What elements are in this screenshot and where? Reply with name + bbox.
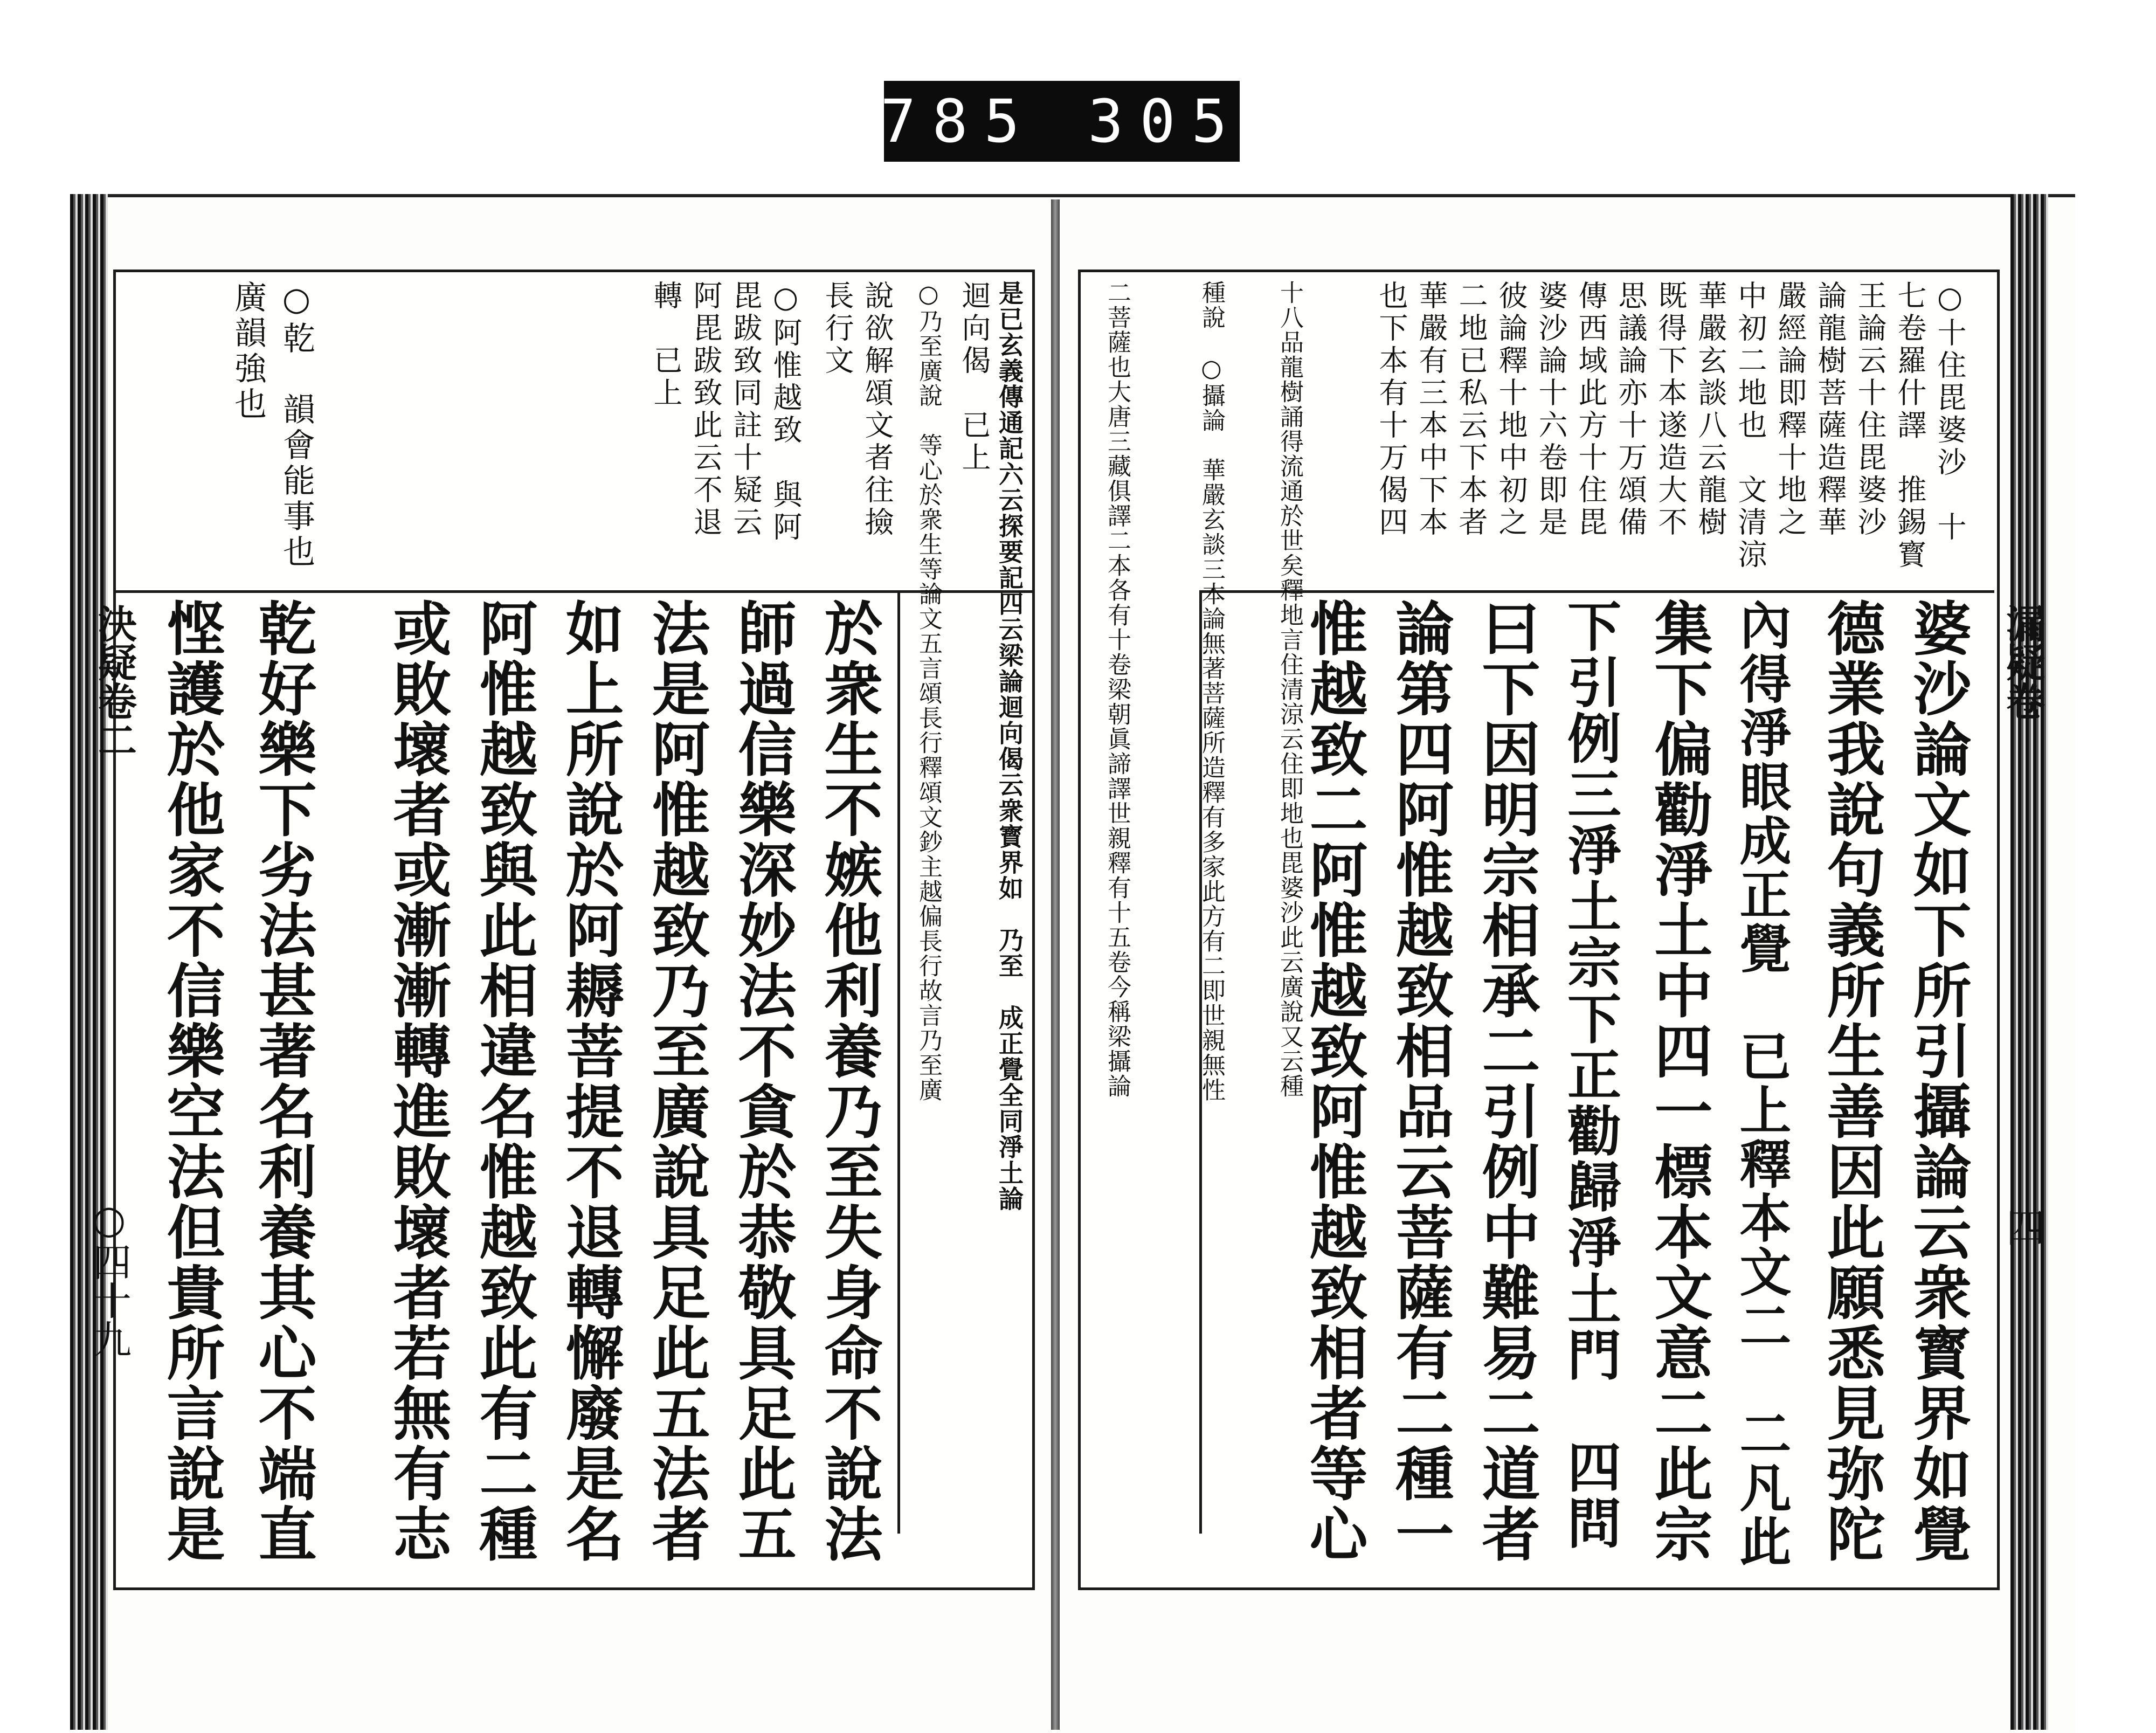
archive-tag <box>880 81 1243 162</box>
right-commentary-line: 傳西域此方十住毘 <box>1574 280 1608 539</box>
right-main-line: 論第四阿惟越致相品云菩薩有二種一 <box>1386 598 1454 1564</box>
right-commentary-line: 中初二地也 文清涼 <box>1733 280 1767 571</box>
right-commentary-line: 彼論釋十地中初之 <box>1494 280 1528 539</box>
left-folio: ○四十九 <box>86 1197 132 1358</box>
left-main-line: 如上所說於阿耨菩提不退轉懈廢是名 <box>556 598 624 1564</box>
right-page-edge <box>2010 194 2048 1730</box>
right-commentary-line: 思議論亦十万頌備 <box>1614 280 1648 539</box>
left-main-line: 法是阿惟越致乃至廣說具足此五法者 <box>642 598 710 1564</box>
right-page-divider <box>1202 590 1994 593</box>
right-commentary-line: 十八品龍樹誦得流通於世矣釋地言住清涼云住即地也毘婆沙此云廣說又云種 <box>1276 280 1303 1099</box>
right-commentary-line: 華嚴玄談八云龍樹 <box>1694 280 1727 539</box>
right-running-head: 漏疑卷 <box>2000 604 2046 720</box>
right-commentary-line: 既得下本遂造大不 <box>1654 280 1688 539</box>
right-main-line: 內得淨眼成正覺 已上釋本文二 二凡此 <box>1731 598 1792 1569</box>
right-commentary-line: 婆沙論十六卷即是 <box>1534 280 1568 539</box>
left-main-line: 或敗壞者或漸漸轉進敗壞者若無有志 <box>383 598 451 1564</box>
left-commentary-line: 廣韻強也 <box>229 280 267 423</box>
right-commentary-line: 二菩薩也大唐三藏俱譯二本各有十卷梁朝眞諦譯世親釋有十五卷今稱梁攝論 <box>1103 280 1131 1099</box>
left-commentary-line: 長行文 <box>820 280 854 377</box>
left-main-line: 悭護於他家不信樂空法但貴所言說是 <box>157 598 225 1564</box>
right-main-line: 下引例三淨土宗下正勸歸淨土門 四問 <box>1558 598 1622 1551</box>
right-commentary-line: 論龍樹菩薩造釋華 <box>1813 280 1847 539</box>
left-main-line: 於衆生不嫉他利養乃至失身命不說法 <box>814 598 882 1564</box>
right-main-line: 惟越致二阿惟越致阿惟越致相者等心 <box>1300 598 1367 1564</box>
left-running-head: 決疑卷二 <box>92 604 137 759</box>
right-commentary-line: 七卷羅什譯 推錫寳 <box>1893 280 1927 571</box>
left-main-line: 阿惟越致與此相違名惟越致此有二種 <box>469 598 537 1564</box>
left-page-edge <box>70 194 108 1730</box>
left-commentary-line: 迴向偈 已上 <box>957 280 991 474</box>
left-page-divider <box>113 590 1035 593</box>
left-commentary-line: ○乃至廣說 等心於衆生等論文五言頌長行釋頌文鈔主越偏長行故言乃至廣 <box>915 280 942 1102</box>
left-commentary-line: 是已玄義傳通記六云探要記四云梁論迴向偈云衆寳界如 乃至 成正覺全同淨土論 <box>995 280 1024 1212</box>
right-commentary-line: 也下本有十万偈四 <box>1374 280 1408 539</box>
left-main-line: 乾好樂下劣法甚著名利養其心不端直 <box>248 598 316 1564</box>
archive-number: 785 305 <box>880 87 1243 156</box>
right-commentary-line: 種說 ○攝論 華嚴玄談三本論無著菩薩所造釋有多家此方有二即世親無性 <box>1198 280 1225 1102</box>
book-gutter <box>1051 199 1060 1730</box>
left-commentary-line: 毘跋致同註十疑云 <box>729 280 763 539</box>
left-commentary-line: ○乾 韻會能事也 <box>278 280 315 570</box>
left-main-line: 師過信樂深妙法不貪於恭敬具足此五 <box>728 598 796 1564</box>
right-commentary-line: 二地已私云下本者 <box>1454 280 1488 539</box>
right-main-line: 集下偏勸淨土中四一標本文意二此宗 <box>1644 598 1712 1564</box>
right-folio: 四 <box>2000 1207 2045 1246</box>
right-main-line: 婆沙論文如下所引攝論云衆寳界如覺 <box>1903 598 1971 1564</box>
right-main-line: 德業我說句義所生善因此願悉見弥陀 <box>1817 598 1885 1564</box>
left-commentary-line: ○阿惟越致 與阿 <box>769 280 803 544</box>
right-commentary-line: 華嚴有三本中下本 <box>1414 280 1448 539</box>
left-commentary-frame-line <box>897 590 900 1534</box>
right-commentary-line: 王論云十住毘婆沙 <box>1853 280 1887 539</box>
left-commentary-line: 轉 已上 <box>649 280 683 410</box>
left-commentary-line: 說欲解頌文者往撿 <box>860 280 894 539</box>
left-commentary-line: 阿毘跋致此云不退 <box>689 280 723 539</box>
right-commentary-line: 嚴經論即釋十地之 <box>1773 280 1807 539</box>
right-commentary-line: ○十住毘婆沙 十 <box>1933 280 1967 544</box>
right-main-line: 曰下因明宗相承二引例中難易二道者 <box>1472 598 1540 1564</box>
